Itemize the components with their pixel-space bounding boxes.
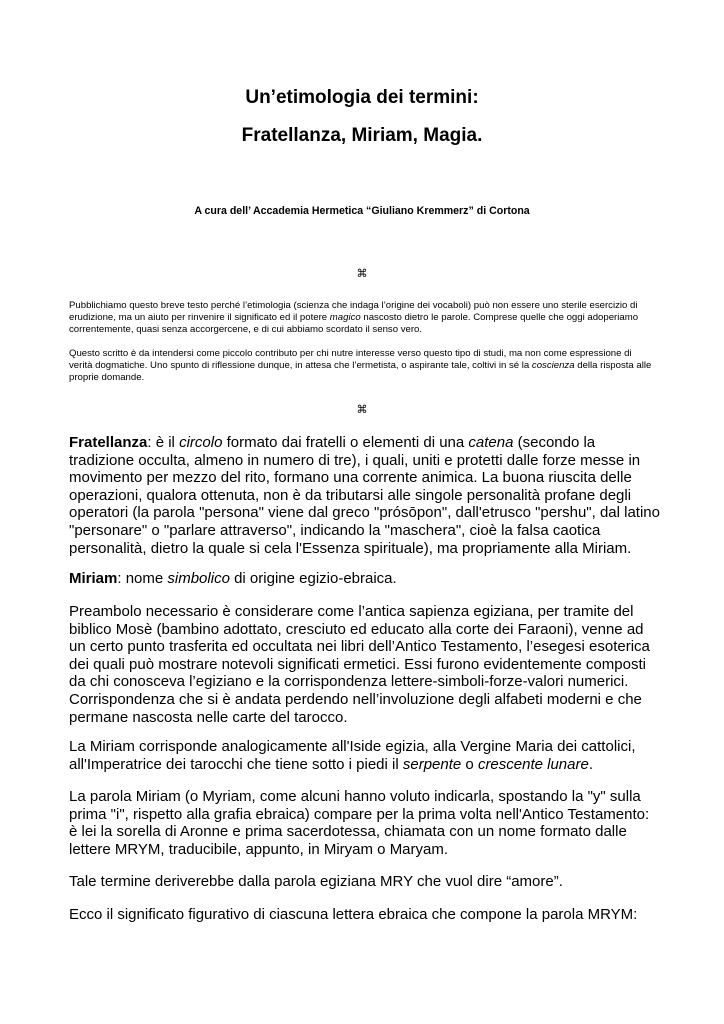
fratellanza-paragraph (69, 434, 661, 557)
preambolo-paragraph: Preambolo necessario è considerare come l’antica sapienza egiziana, per tramite del biblico Mosè (bambino adottato, cresciuto ed educato alla corte dei Faraoni), venne ad un certo punto trasferita ed occultata nei libri dell’Antico Testamento, l’esegesi esoterica dei quali può mostrare notevoli significati ermetici. Essi furono evidentemente composti da chi conosceva l’egiziano e la corrispondenza lettere-simboli-forze-valori numerici. Corrispondenza che si è andata perdendo nell’involuzione degli alfabeti moderni e che permane nascosta nelle carte del tarocco. (69, 603, 650, 726)
text-run: o (461, 755, 478, 773)
term-fratellanza: Fratellanza (69, 434, 148, 451)
document-title-line-2: Fratellanza, Miriam, Magia. (241, 125, 483, 146)
emphasis-run: catena (468, 434, 514, 451)
section-separator-icon: ⌘ (356, 403, 368, 416)
emphasis-run: circolo (179, 434, 223, 451)
document-title-line-1: Un’etimologia dei termini: (245, 87, 479, 108)
text-run: (secondo la tradizione occulta, almeno in numero di tre), i quali, uniti e protetti dalle forze messe in movimento per mezzo del rito, formano una corrente animica. La buona riuscita delle operazioni, qualora ottenuta, non è da tributarsi alle singole personalità profane degli operatori (la parola "persona" viene dal greco "prósōpon", dall'etrusco "pershu", dal latino "personare" o "parlare attraverso", indicando la "maschera", cioè la falsa caotica personalità, dietro la quale si cela l'Essenza spirituale), ma propriamente alla Miriam. (69, 434, 660, 557)
intro-2-text-b: della risposta alle proprie domande. (69, 360, 652, 384)
termine-paragraph: Tale termine deriverebbe dalla parola egiziana MRY che vuol dire “amore”. (69, 873, 563, 890)
intro-paragraph-2 (69, 348, 655, 385)
intro-2-emphasis: coscienza (531, 360, 575, 372)
text-run: di origine egizio-ebraica. (229, 570, 397, 587)
text-run: : è il (147, 434, 180, 451)
emphasis-run: serpente (402, 755, 462, 773)
emphasis-run: crescente lunare (477, 755, 589, 773)
section-separator-icon: ⌘ (356, 267, 368, 280)
intro-1-text-a: Pubblichiamo questo breve testo perché l’etimologia (scienza che indaga l’origine dei vocaboli) può non essere uno sterile esercizio di erudizione, ma un aiuto per rinvenire il significato ed il potere (69, 300, 638, 324)
intro-1-emphasis: magico (329, 312, 361, 324)
text-run: . (588, 755, 594, 773)
intro-paragraph-1 (69, 300, 655, 337)
emphasis-run: simbolico (167, 570, 230, 587)
text-run: La Miriam corrisponde analogicamente all'Iside egizia, alla Vergine Maria dei cattolici, all'Imperatrice dei tarocchi che tiene sotto i piedi il (69, 738, 636, 773)
parola-miriam-paragraph: La parola Miriam (o Myriam, come alcuni hanno voluto indicarla, spostando la "y" sulla prima "i", rispetto alla grafia ebraica) compare per la prima volta nell'Antico Testamento: è lei la sorella di Aronne e prima sacerdotessa, chiamata con un nome formato dalle lettere MRYM, traducibile, appunto, in Miryam o Maryam. (69, 788, 650, 858)
corrispondenza-paragraph (69, 738, 661, 773)
term-miriam: Miriam (69, 570, 118, 587)
ecco-paragraph: Ecco il significato figurativo di ciascuna lettera ebraica che compone la parola MRYM: (69, 906, 638, 923)
text-run: : nome (117, 570, 168, 587)
intro-1-text-b: nascosto dietro le parole. Comprese quelle che oggi adoperiamo correntemente, quasi senza accorgercene, e di cui abbiamo scordato il senso vero. (69, 312, 639, 336)
intro-2-text-a: Questo scritto è da intendersi come piccolo contributo per chi nutre interesse verso questo tipo di studi, ma non come espressione di verità dogmatiche. Uno spunto di riflessione dunque, in attesa che l’ermetista, o aspirante tale, coltivi in sé la (69, 348, 632, 372)
text-run: formato dai fratelli o elementi di una (222, 434, 469, 451)
curated-by-line: A cura dell’ Accademia Hermetica “Giuliano Kremmerz” di Cortona (194, 205, 530, 217)
miriam-paragraph (69, 570, 661, 588)
